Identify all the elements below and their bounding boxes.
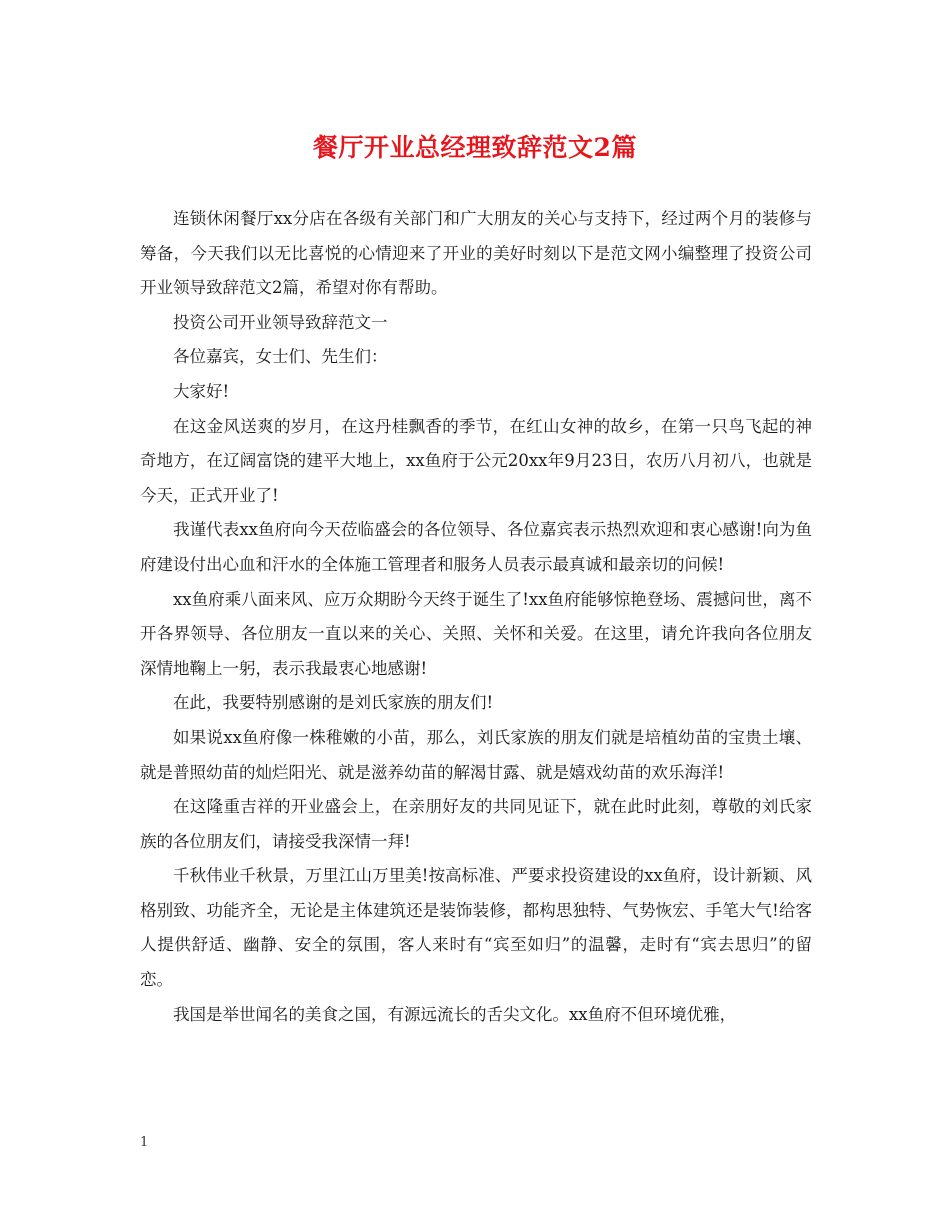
paragraph: 我国是举世闻名的美食之国，有源远流长的舌尖文化。xx鱼府不但环境优雅， bbox=[173, 1004, 737, 1024]
paragraph: 各位嘉宾，女士们、先生们： bbox=[173, 347, 388, 367]
paragraph: 千秋伟业千秋景，万里江山万里美!按高标准、严要求投资建设的xx鱼府，设计新颖、风格别致、功能齐全，无论是主体建筑还是装饰装修，都构思独特、气势恢宏、手笔大气!给客人提供舒适、幽静、安全的氛围，客人来时有“宾至如归”的温馨，走时有“宾去思归”的留恋。 bbox=[140, 866, 812, 990]
paragraph: 我谨代表xx鱼府向今天莅临盛会的各位领导、各位嘉宾表示热烈欢迎和衷心感谢!向为鱼府建设付出心血和汗水的全体施工管理者和服务人员表示最真诚和最亲切的问候! bbox=[140, 520, 812, 574]
paragraph: 如果说xx鱼府像一株稚嫩的小苗，那么，刘氏家族的朋友们就是培植幼苗的宝贵土壤、就是普照幼苗的灿烂阳光、就是滋养幼苗的解渴甘露、就是嬉戏幼苗的欢乐海洋! bbox=[140, 727, 812, 782]
paragraph: 在这金风送爽的岁月，在这丹桂飘香的季节，在红山女神的故乡，在第一只鸟飞起的神奇地方，在辽阔富饶的建平大地上，xx鱼府于公元20xx年9月23日，农历八月初八，也就是今天，正式开业了! bbox=[140, 416, 812, 505]
paragraph: 投资公司开业领导致辞范文一 bbox=[173, 312, 388, 332]
paragraph: 大家好! bbox=[173, 381, 230, 401]
paragraph: 连锁休闲餐厅xx分店在各级有关部门和广大朋友的关心与支持下，经过两个月的装修与筹备，今天我们以无比喜悦的心情迎来了开业的美好时刻以下是范文网小编整理了投资公司开业领导致辞范文2篇，希望对你有帮助。 bbox=[140, 209, 812, 298]
paragraph: 在此，我要特别感谢的是刘氏家族的朋友们! bbox=[173, 693, 494, 713]
page-number: 1 bbox=[140, 1135, 149, 1150]
document-title: 餐厅开业总经理致辞范文2篇 bbox=[313, 133, 637, 162]
paragraph: xx鱼府乘八面来风、应万众期盼今天终于诞生了!xx鱼府能够惊艳登场、震撼问世，离不开各界领导、各位朋友一直以来的关心、关照、关怀和关爱。在这里，请允许我向各位朋友深情地鞠上一躬，表示我最衷心地感谢! bbox=[140, 589, 812, 678]
paragraph: 在这隆重吉祥的开业盛会上，在亲朋好友的共同见证下，就在此时此刻，尊敬的刘氏家族的各位朋友们，请接受我深情一拜! bbox=[140, 797, 812, 851]
document-body bbox=[140, 202, 812, 1032]
